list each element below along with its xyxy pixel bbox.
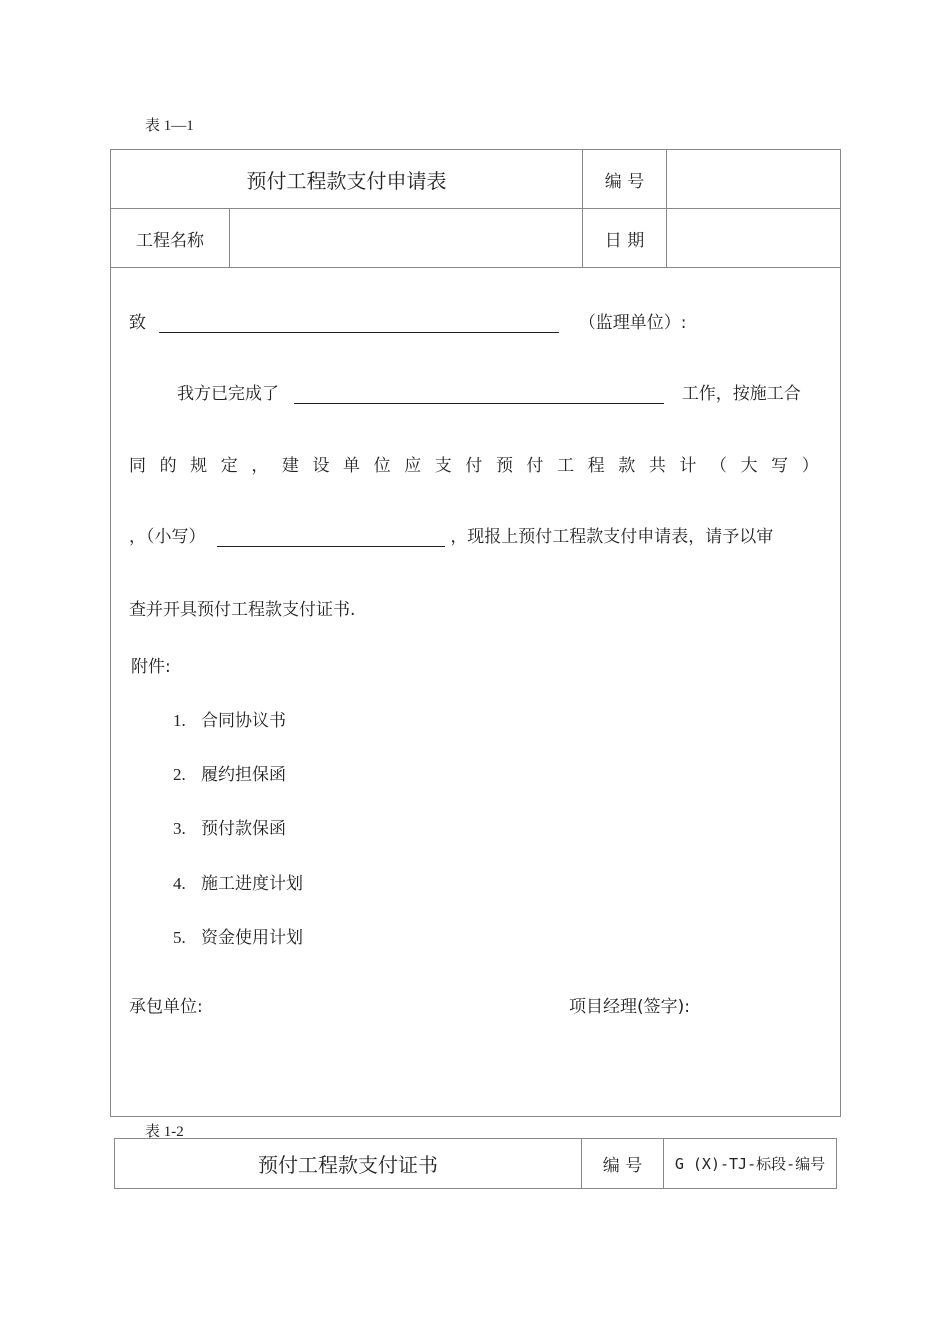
char: 建 (281, 456, 299, 476)
supervisor-unit-field[interactable] (159, 312, 559, 333)
contractor-label: 承包单位: (129, 997, 203, 1017)
char: 款 (618, 456, 636, 476)
attachments-label: 附件: (131, 657, 171, 677)
char: 规 (190, 456, 208, 476)
char: 付 (465, 456, 483, 476)
char: 程 (587, 456, 605, 476)
completion-line (177, 379, 801, 404)
attachment-item (173, 869, 303, 894)
attachment-number: 5. (173, 928, 186, 947)
amount-line (129, 522, 773, 547)
char: ） (801, 456, 819, 476)
line1-suffix: 工作，按施工合 (681, 384, 801, 404)
attachment-number: 2. (173, 765, 186, 784)
to-suffix: （监理单位）: (578, 313, 687, 333)
attachment-item (173, 814, 286, 839)
form-title: 预付工程款支付申请表 (111, 150, 583, 209)
project-name-label: 工程名称 (111, 209, 230, 268)
project-manager-signature-label: 项目经理(签字): (569, 997, 690, 1017)
char: 付 (526, 456, 544, 476)
line3-prefix: ，（小写） (129, 527, 206, 547)
attachment-number: 3. (173, 819, 186, 838)
char: 支 (434, 456, 452, 476)
char: 位 (373, 456, 391, 476)
char: 大 (740, 456, 758, 476)
attachment-number: 4. (173, 874, 186, 893)
project-name-field[interactable] (230, 209, 583, 268)
certificate-number-value: G (X)-TJ-标段-编号 (664, 1139, 837, 1189)
line1-prefix: 我方已完成了 (177, 384, 279, 404)
certificate-title: 预付工程款支付证书 (115, 1139, 582, 1189)
char: 计 (679, 456, 697, 476)
char: 应 (404, 456, 422, 476)
attachment-text: 合同协议书 (201, 711, 286, 731)
attachment-text: 资金使用计划 (201, 928, 303, 948)
contract-provision-line (129, 451, 819, 476)
attachment-text: 施工进度计划 (201, 874, 303, 894)
line3-suffix: ，现报上预付工程款支付申请表，请予以审 (450, 527, 774, 547)
char: 写 (771, 456, 789, 476)
char: 预 (495, 456, 513, 476)
application-form-table (110, 149, 841, 1117)
char: 同 (129, 456, 146, 476)
char: 共 (648, 456, 666, 476)
char: 的 (159, 456, 177, 476)
char: （ (709, 456, 727, 476)
char: 定 (220, 456, 238, 476)
number-field[interactable] (667, 150, 841, 209)
amount-lowercase-field[interactable] (217, 526, 445, 547)
date-field[interactable] (667, 209, 841, 268)
form-body (111, 268, 841, 1117)
char: ， (251, 456, 269, 476)
char: 设 (312, 456, 330, 476)
table1-label: 表 1—1 (145, 118, 194, 134)
attachment-item (173, 923, 303, 948)
attachment-text: 履约担保函 (201, 765, 286, 785)
completed-work-field[interactable] (294, 383, 664, 404)
attachment-number: 1. (173, 711, 186, 730)
char: 单 (343, 456, 361, 476)
review-request-line: 查并开具预付工程款支付证书. (129, 600, 356, 620)
recipient-line (129, 308, 687, 333)
attachment-text: 预付款保函 (201, 819, 286, 839)
to-prefix: 致 (129, 313, 146, 333)
attachment-item (173, 706, 286, 731)
date-label: 日 期 (583, 209, 667, 268)
attachment-item (173, 760, 286, 785)
char: 工 (557, 456, 575, 476)
number-label: 编 号 (583, 150, 667, 209)
certificate-number-label: 编 号 (582, 1139, 664, 1189)
table2-label: 表 1-2 (145, 1124, 184, 1140)
certificate-table (114, 1138, 837, 1189)
